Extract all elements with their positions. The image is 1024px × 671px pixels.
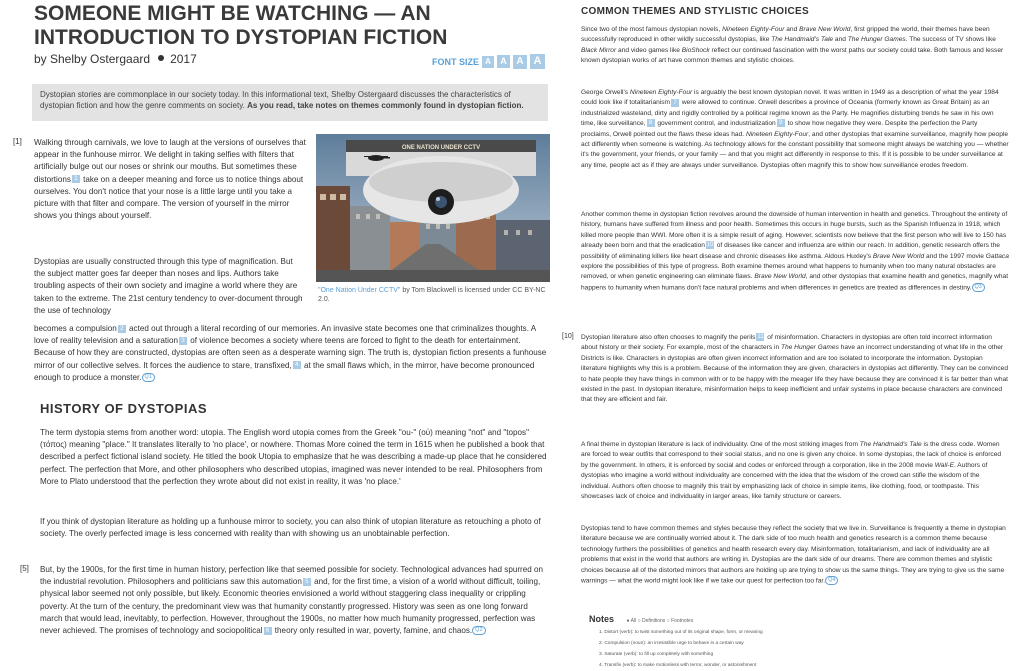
r5-text-a: A final theme in dystopian literature is lack of individuality. One of the most striking images from	[581, 441, 860, 448]
intro-text: Dystopian stories are commonplace in our society today. In this informational text, Shelby Ostergaard discusses the characteristics of dystopian fiction and how the genre comments on society.	[40, 90, 511, 110]
paragraph-2-top	[34, 256, 306, 317]
notes-section	[589, 609, 1009, 671]
r3-title-3: Brave New World	[754, 273, 806, 281]
r1-text-f: and video games like	[616, 46, 682, 54]
footnote-marker-8[interactable]: 8	[647, 119, 655, 127]
r2-title-1: Nineteen Eighty-Four	[629, 89, 693, 96]
section-heading-history: HISTORY OF DYSTOPIAS	[40, 401, 207, 416]
right-paragraph-3	[581, 210, 1009, 294]
paragraph-5	[40, 564, 550, 637]
r3-text-d: explore the possibilities of this type of progress. Both examine themes around what happens to humanity when too many natural obstacles are removed, or when genetic engineering can eliminate flaws.	[581, 263, 996, 281]
r6-text: Dystopias tend to have common themes and styles because they reflect the society that we live in. Surveillance is frequently a theme in dystopian literature because we are continually worried about it. The dark side of too much health and genetics research is a common theme because technology furthers the possibilities of genetics and health research every day. Misinformation, totalitarianism, and lack of individuality are all problems that exist in the world that authors are writing in. Dystopias are the dark side of our dreams. There are common themes and stylistic choices because all of the distorted mirrors that authors are holding up are trying to show us the same things. They are trying to give us the same warnings — what the world might look like if we take our quest for perfection too far.	[581, 525, 1006, 585]
paragraph-3: The term dystopia stems from another word: utopia. The English word utopia comes from the Greek "ou-" (οὐ) meaning "not" and "topos" (τόπος) meaning "place." It translates literally to 'no place', or nowhere. Thomas More coined the term in 1615 when he published a book that described a perfect fictional island society. He titled the book Utopia to emphasize that he was describing a made-up place that he considered perfect. The perfection that More, and other philosophers who described utopias, imagined was never intended to be real. Philosophers from More to Plato understood that the perfection they wrote about did not exist in reality, it was 'no place.'	[40, 428, 547, 486]
footnote-marker-5[interactable]: 5	[303, 578, 311, 586]
note-item: 1. Distort (verb): to twist something out of its original shape, form, or meaning	[599, 630, 763, 635]
p2-text-a: Dystopias are usually constructed through this type of magnification. But the subject matter goes far deeper than noses and lips. Authors take troubling aspects of their own society and imagine a world where they are taken to the extreme. The 21st century tendency to over-document through the use of technology	[34, 257, 303, 315]
r2-text-e: to show how negative they were. Despite the perfection the Party proclaims, Orwell pointed out the flaws these ideas had.	[581, 120, 978, 138]
r4-title-1: The Hunger Games	[780, 344, 839, 352]
image-credit-link[interactable]: "One Nation Under CCTV"	[318, 287, 401, 294]
r5-title-2: Wall-E	[934, 461, 954, 469]
r3-text-a: Another common theme in dystopian fiction revolves around the downside of human intervention in health and genetics. Throughout the entirety of history, humans have suffered from illness and poor health. Sometimes this occurs in huge bursts, such as the Spanish Influenza in 1918, which killed more people than WWI. More often it is a simple result of aging. However, scientists now believe that the first person who will live to 150 has already been born and that the eradication	[581, 211, 1008, 250]
image-caption	[318, 286, 548, 304]
r4-text-c: have an incorrect understanding of what life in the other Districts is like. Characters in dystopias are often given incorrect information and are too isolated to incorporate the information. Dystopian literature highlights why this is a problem. Because of the information they are given, characters in dystopias act differently. They can be convinced to hate people they have things in common with or to be happy with the meager life they have because they are convinced it is far better than what existed in the past. In dystopian literature, misinformation helps to keep inefficient and unfair systems in place because characters are convinced that they are efficient and fair.	[581, 344, 1009, 404]
right-paragraph-6	[581, 524, 1009, 587]
r1-title-6: BioShock	[681, 46, 710, 54]
p2-text-b: becomes a compulsion	[34, 324, 117, 333]
section-heading-themes: COMMON THEMES AND STYLISTIC CHOICES	[581, 6, 809, 17]
right-paragraph-2	[581, 88, 1009, 171]
font-size-small-button[interactable]: A	[482, 56, 494, 68]
r1-text-g: reflect our continued fascination with the worst paths our society could take. Both famous and lesser known dystopian works of art have common themes and stylistic choices.	[581, 46, 1004, 65]
r1-text-c: , first gripped the world, their themes have been successfully reproduced in other wildly successful dystopias, like	[581, 26, 990, 44]
notes-title: Notes	[589, 614, 615, 624]
note-item: 4. Transfix (verb): to make motionless with terror, wonder, or astonishment	[599, 663, 757, 668]
r3-title-2: Gattaca	[985, 252, 1009, 260]
r4-text-a: Dystopian literature also often chooses to magnify the perils	[581, 334, 756, 341]
r1-text-d: and	[833, 36, 848, 44]
r2-title-2: Nineteen Eighty-Four	[745, 130, 809, 138]
image-credit-text: by Tom Blackwell is licensed under CC BY-NC 2.0.	[318, 287, 546, 303]
r1-title-4: The Hunger Games	[847, 36, 906, 44]
footnote-marker-2[interactable]: 2	[118, 325, 126, 333]
font-size-large-button[interactable]: A	[513, 55, 527, 69]
note-item: 3. Saturate (verb): to fill up completely with something	[599, 652, 714, 657]
r2-text-c: were allowed to continue. Orwell describes a province of Oceania (formerly known as Great Britain) as an industrialized wasteland, dirty and rigidly controlled by a political regime known as the Party. He magnifies disturbing trends he saw in his own time, like surveillance,	[581, 99, 994, 128]
page-title: SOMEONE MIGHT BE WATCHING — AN INTRODUCTION TO DYSTOPIAN FICTION	[34, 2, 448, 49]
sign-text: ONE NATION UNDER CCTV	[401, 145, 481, 151]
paragraph-number-5: [5]	[20, 564, 29, 573]
article-image	[316, 134, 550, 282]
r1-title-5: Black Mirror	[581, 46, 617, 54]
p5-text-b: and, for the first time, a vision of a world without difficult, toiling, physical labor seemed not only possible, but likely. Economic theories envisioned a world without staggering class inequality or crippling poverty. At the turn of the century, the predominant view was that humanity constantly progressed. History was seen as one long forward march that would lead, inevitably, to perfection. However, throughout the 1900s, no matter how much humanity progressed, perfection was never achieved. The promises of technology and sociopolitical	[40, 577, 541, 636]
year: 2017	[170, 52, 197, 66]
author: by Shelby Ostergaard	[34, 52, 151, 66]
note-item: 2. Compulsion (noun): an irresistible urge to behave in a certain way	[599, 641, 744, 646]
question-badge-q1[interactable]: Q1	[142, 373, 155, 382]
p2-text-c: acted out through a literal recording of our memories. An invasive state becomes one that criminalizes thoughts. A love of reality television and a saturation	[34, 324, 536, 346]
byline	[34, 52, 197, 66]
notes-filter[interactable]: ● All ○ Definitions ○ Footnotes	[626, 618, 694, 624]
paragraph-number-1: [1]	[13, 137, 22, 146]
r3-text-c: and the 1997 movie	[924, 252, 986, 260]
p1-text-b: take on a deeper meaning and force us to notice things about ourselves. You don't notice that your nose is a little large until you take a picture with that filter and compare. The version of yourself in the mirror shows you things about yourself.	[34, 174, 304, 221]
footnote-marker-10[interactable]: 10	[706, 242, 714, 249]
byline-dot	[158, 55, 164, 61]
r1-text-b: and	[784, 26, 800, 33]
r4-text-b: of misinformation. Characters in dystopias are often told incorrect information about history or their society. For example, most of the characters in	[581, 334, 992, 352]
right-paragraph-1	[581, 25, 1009, 67]
p2-text-d: of violence becomes a society where teens are forced to fight to the death for entertainment. Because of how they are constructed, dystopias are often seen as a desperate warning sign. The truth is, dystopian fiction presents a funhouse mirror of our collective selves. It forces the audience to stare, transfixed,	[34, 336, 547, 370]
paragraph-1	[34, 137, 306, 222]
footnote-marker-7[interactable]: 7	[671, 99, 679, 107]
p5-text-a: But, by the 1900s, for the first time in human history, perfection like that seemed possible for society. Technological advances had spurred on the industrial revolution. Philosophers and politicians saw this automation	[40, 565, 543, 587]
r3-text-b: of diseases like cancer and influenza are within our reach. In addition, genetic research offers the possibility of eliminating killers like heart disease and chronic diseases like asthma. Aldous Huxley's	[581, 242, 1000, 260]
right-paragraph-4	[581, 333, 1009, 406]
r1-text-e: . The success of TV shows like	[905, 36, 996, 44]
footnote-marker-9[interactable]: 9	[777, 119, 785, 127]
p1-text-a: Walking through carnivals, we love to laugh at the versions of ourselves that appear in the funhouse mirror. We delight in taking selfies with filters that artificially bulge out our noses or shrink our mouths. But sometimes these distortions	[34, 138, 306, 184]
r2-text-a: George Orwell's	[581, 89, 630, 96]
r5-title-1: The Handmaid's Tale	[859, 441, 922, 448]
paragraph-number-10: [10]	[562, 333, 574, 340]
font-size-label: FONT SIZE	[432, 56, 479, 67]
r1-title-3: The Handmaid's Tale	[771, 36, 834, 44]
r1-title-2: Brave New World	[799, 26, 851, 33]
paragraph-4: If you think of dystopian literature as holding up a funhouse mirror to society, you can also think of utopian literature as retouching a photo of society. The overly perfected image is less concerned with reality than with showing us an unobtainable perfection.	[40, 517, 541, 539]
r3-title-1: Brave New World	[872, 252, 925, 260]
question-badge-q2[interactable]: Q2	[472, 626, 485, 635]
footnote-marker-3[interactable]: 3	[179, 337, 187, 345]
r3-text-e: , and other dystopias that examine health and genetics, magnify what happens to humanity when humans don't face natural problems and when differences in genetics are treated as differences in destiny.	[581, 273, 1009, 292]
r1-text-a: Since two of the most famous dystopian novels,	[581, 26, 723, 33]
footnote-marker-1[interactable]: 1	[72, 175, 80, 183]
cctv-illustration	[316, 134, 550, 282]
font-size-xlarge-button[interactable]: A	[530, 54, 545, 69]
footnote-marker-6[interactable]: 6	[264, 627, 272, 635]
intro-instruction: As you read, take notes on themes commonly found in dystopian fiction.	[247, 101, 524, 110]
intro-box	[32, 84, 548, 121]
r1-title-1: Nineteen Eighty-Four	[722, 26, 785, 33]
font-size-control	[432, 54, 545, 69]
right-column	[562, 0, 1024, 668]
p2-text-e: at the small flaws which, in the mirror, have become pronounced enough to produce a monster.	[34, 360, 535, 382]
r2-text-d: government control, and industrialization	[655, 120, 776, 128]
r5-text-b: is the dress code. Women are forced to wear outfits that correspond to their social status, and no one is given any choice. In some dystopias, the lack of choice is enforced by the government. In others, it is enforced by social and codes or enforced through a corporation, like in the 2008 movie	[581, 441, 1002, 469]
footnote-marker-11[interactable]: 11	[757, 334, 764, 341]
font-size-medium-button[interactable]: A	[497, 55, 510, 68]
footnote-marker-4[interactable]: 4	[293, 361, 301, 369]
question-badge-q3[interactable]: Q3	[972, 283, 985, 292]
right-paragraph-5	[581, 440, 1009, 502]
r2-text-b: is arguably the best known dystopian novel. It was written in 1949 as a description of what the year 1984 could look like if totalitarianism	[581, 89, 999, 107]
question-badge-q4[interactable]: Q4	[825, 576, 838, 585]
paragraph-2-bottom	[34, 323, 549, 384]
p5-text-c: theory only resulted in war, poverty, famine, and chaos.	[272, 626, 473, 636]
r5-text-c: . Authors of dystopias who imagine a world without individuality are concerned with the idea that the wisdom of the crowd can stifle the wisdom of the individual. Authors often choose to magnify this trait by emphasizing lack of choice in simple items, like clothing, food, or toothpaste. This showcases lack of choice and individuality in larger areas, like family structure or careers.	[581, 461, 988, 501]
r2-text-f: , and other dystopias that examine surveillance, magnify how people act differently when someone is watching. As technology allows for the constant possibility that someone might always be watching you — whether it's the government, your friends, or your family — and that you might act differently in response to this. If it is possible to be under surveillance at any time, people act as if they are always under surveillance. Dystopias often magnify this to show how surveillance erodes freedom.	[581, 130, 1009, 169]
